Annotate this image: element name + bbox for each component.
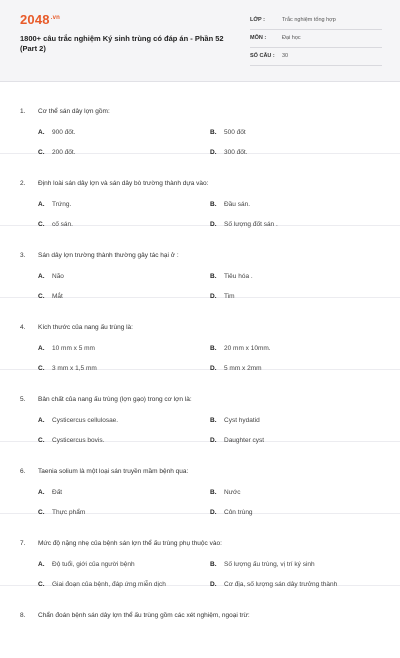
option-text: 900 đốt.	[52, 129, 76, 136]
option-letter: C.	[38, 581, 45, 588]
option-letter: D.	[210, 581, 217, 588]
option-letter: B.	[210, 417, 217, 424]
option-letter: A.	[38, 561, 45, 568]
option-b[interactable]	[210, 345, 271, 352]
question-text: Cơ thể sán dây lợn gồm:	[38, 108, 110, 115]
option-letter: B.	[210, 489, 217, 496]
option-text: Đầu sán.	[224, 201, 251, 208]
option-text: 500 đốt	[224, 129, 246, 136]
meta-value: 30	[282, 53, 289, 59]
option-b[interactable]	[210, 561, 315, 568]
option-letter: C.	[38, 149, 45, 156]
question-text: Mức độ nặng nhẹ của bệnh sán lợn thể ấu trùng phụ thuộc vào:	[38, 540, 222, 547]
question-text: Taenia solium là một loại sán truyền mầm bệnh qua:	[38, 468, 189, 475]
option-letter: A.	[38, 489, 45, 496]
option-letter: A.	[38, 417, 45, 424]
meta-value: Trắc nghiệm tổng hợp	[282, 17, 336, 23]
option-letter: C.	[38, 365, 45, 372]
meta-value: Đại học	[282, 35, 301, 41]
option-text: 20 mm x 10mm.	[224, 345, 271, 352]
question-number: 7.	[20, 540, 26, 547]
logo-suffix: .vn	[50, 14, 61, 21]
option-a[interactable]	[38, 201, 71, 208]
option-a[interactable]	[38, 417, 118, 424]
option-letter: C.	[38, 437, 45, 444]
option-b[interactable]	[210, 489, 241, 496]
option-text: 300 đốt.	[224, 149, 248, 156]
option-text: Côn trùng	[224, 509, 253, 516]
option-text: Cysticercus cellulosae.	[52, 417, 119, 424]
question-item	[0, 586, 400, 658]
question-item	[0, 370, 400, 442]
option-letter: D.	[210, 293, 217, 300]
question-number: 5.	[20, 396, 26, 403]
option-text: Cyst hydatid	[224, 417, 260, 424]
option-a[interactable]	[38, 561, 135, 568]
logo-text: 2048	[20, 12, 50, 27]
question-text: Bản chất của nang ấu trùng (lợn gạo) trong cơ lợn là:	[38, 396, 192, 403]
option-b[interactable]	[210, 417, 260, 424]
option-letter: C.	[38, 509, 45, 516]
question-number: 3.	[20, 252, 26, 259]
option-text: Não	[52, 273, 64, 280]
option-a[interactable]	[38, 129, 76, 136]
meta-label: LỚP :	[250, 17, 265, 23]
question-number: 4.	[20, 324, 26, 331]
meta-label: MÔN :	[250, 35, 267, 41]
option-text: Tiêu hóa .	[224, 273, 253, 280]
option-text: Thực phẩm	[52, 509, 86, 516]
option-text: Số lượng ấu trùng, vị trí ký sinh	[224, 561, 315, 568]
option-text: cố sán.	[52, 221, 73, 228]
question-item	[0, 298, 400, 370]
option-text: 200 đốt.	[52, 149, 76, 156]
option-b[interactable]	[210, 129, 246, 136]
option-text: Tim	[224, 293, 235, 300]
option-text: 5 mm x 2mm	[224, 365, 262, 372]
question-number: 6.	[20, 468, 26, 475]
option-a[interactable]	[38, 273, 64, 280]
question-text: Định loài sán dây lợn và sán dây bò trường thành dựa vào:	[38, 180, 209, 187]
option-letter: A.	[38, 273, 45, 280]
question-item	[0, 514, 400, 586]
option-letter: C.	[38, 293, 45, 300]
option-text: Độ tuổi, giới của người bệnh	[52, 561, 135, 568]
option-text: Nước	[224, 489, 241, 496]
option-letter: B.	[210, 345, 217, 352]
option-b[interactable]	[210, 201, 250, 208]
option-a[interactable]	[38, 345, 95, 352]
option-a[interactable]	[38, 489, 62, 496]
option-letter: D.	[210, 365, 217, 372]
option-letter: A.	[38, 345, 45, 352]
question-number: 8.	[20, 612, 26, 619]
question-item	[0, 226, 400, 298]
option-letter: B.	[210, 273, 217, 280]
option-letter: B.	[210, 201, 217, 208]
question-item	[0, 154, 400, 226]
meta-label: SỐ CÂU :	[250, 53, 275, 59]
option-text: Mắt	[52, 293, 63, 300]
question-item	[0, 442, 400, 514]
option-text: Cysticercus bovis.	[52, 437, 105, 444]
document-title: 1800+ câu trắc nghiệm Ký sinh trùng có đáp án - Phần 52 (Part 2)	[20, 34, 224, 53]
question-text: Kích thước của nang ấu trùng là:	[38, 324, 133, 331]
option-letter: C.	[38, 221, 45, 228]
option-text: Trứng.	[52, 201, 72, 208]
option-letter: B.	[210, 129, 217, 136]
option-letter: D.	[210, 149, 217, 156]
option-text: 3 mm x 1,5 mm	[52, 365, 97, 372]
option-text: Giai đoạn của bệnh, đáp ứng miễn dịch	[52, 581, 166, 588]
question-item	[0, 82, 400, 154]
question-text: Chẩn đoán bệnh sán dây lợn thể ấu trùng gồm các xét nghiệm, ngoại trừ:	[38, 612, 250, 619]
option-text: Daughter cyst	[224, 437, 265, 444]
question-text: Sán dây lợn trường thành thường gây tác hại ở :	[38, 252, 179, 259]
option-letter: D.	[210, 437, 217, 444]
option-letter: B.	[210, 561, 217, 568]
question-number: 2.	[20, 180, 26, 187]
option-text: 10 mm x 5 mm	[52, 345, 95, 352]
option-letter: D.	[210, 509, 217, 516]
option-text: Cơ địa, số lượng sán dây trưởng thành	[224, 581, 338, 588]
option-text: Đất	[52, 489, 63, 496]
option-b[interactable]	[210, 273, 253, 280]
option-letter: A.	[38, 129, 45, 136]
option-text: Số lượng đốt sán .	[224, 221, 278, 228]
option-letter: A.	[38, 201, 45, 208]
option-letter: D.	[210, 221, 217, 228]
question-number: 1.	[20, 108, 26, 115]
